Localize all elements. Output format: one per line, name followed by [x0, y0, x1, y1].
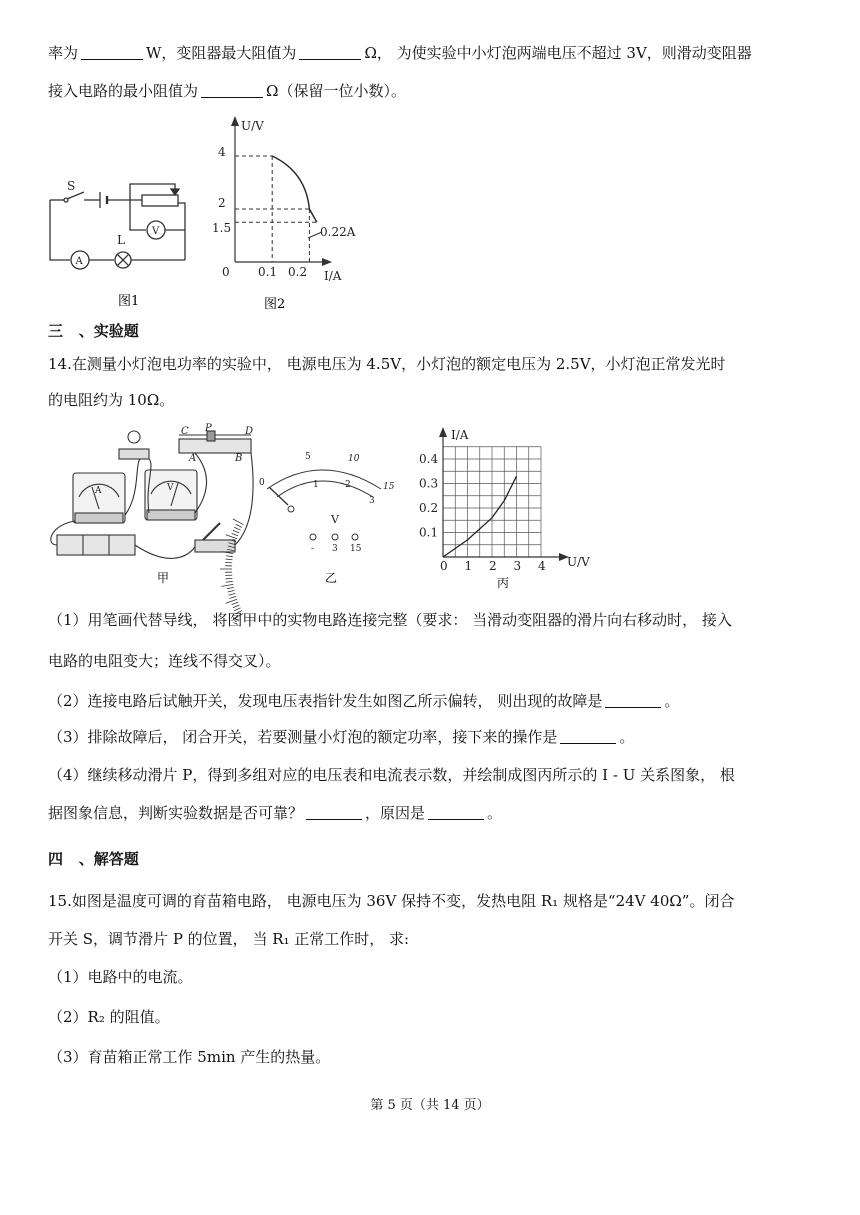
q14-intro-1: 14.在测量小灯泡电功率的实验中， 电源电压为 4.5V，小灯泡的额定电压为 2.5V，小灯泡正常发光时	[48, 355, 726, 373]
q15-sub-2: （2）R₂ 的阻值。	[48, 1008, 170, 1026]
q14-part-1b: 电路的电阻变大；连线不得交叉）。	[48, 652, 281, 670]
figure-bing-chart	[415, 425, 595, 590]
label-switch: S	[67, 179, 76, 193]
figure-yi-caption: 乙	[325, 571, 338, 585]
x-axis-label: U/V	[567, 555, 590, 569]
figure-bing-caption: 丙	[497, 576, 510, 590]
answer-blank[interactable]	[428, 805, 484, 820]
dial-tick	[226, 599, 237, 603]
dial-label: 5	[305, 452, 311, 462]
dial-unit-label: V	[331, 513, 339, 526]
dial-tick	[233, 605, 239, 608]
dial-tick	[229, 596, 236, 598]
series-line	[272, 156, 317, 222]
figure-jia-apparatus	[45, 425, 265, 585]
y-tick-label: 1.5	[212, 221, 232, 235]
x-tick-label: 0.1	[258, 265, 278, 279]
x-tick-label: 2	[489, 559, 497, 573]
figure-1-circuit	[40, 170, 230, 310]
q14-intro-2: 的电阻约为 10Ω。	[48, 391, 175, 409]
q14-part-4b: 据图象信息，判断实验数据是否可靠？ ，原因是 。	[48, 804, 503, 822]
y-tick-label: 4	[218, 145, 226, 159]
section-4-heading: 四 、解答题	[48, 850, 139, 868]
y-tick-label: 0.1	[419, 525, 439, 540]
dial-tick	[227, 587, 234, 588]
dial-label: 1	[313, 480, 319, 490]
section-3-heading: 三 、实验题	[48, 322, 139, 340]
answer-blank[interactable]	[299, 45, 361, 60]
dial-tick	[228, 590, 235, 592]
terminal-label: -	[311, 544, 315, 554]
dial-tick	[232, 602, 239, 605]
x-tick-label: 3	[513, 559, 522, 573]
q14-part-4a: （4）继续移动滑片 P，得到多组对应的电压表和电流表示数，并绘制成图丙所示的 I - U 关系图象， 根	[48, 766, 735, 784]
page-footer: 第 5 页（共 14 页）	[370, 1098, 490, 1113]
x-tick-label: 0.2	[288, 265, 308, 279]
label-c: C	[181, 426, 189, 437]
terminal-label: 15	[350, 544, 362, 554]
q14-part-3: （3）排除故障后， 闭合开关，若要测量小灯泡的额定功率，接下来的操作是 。	[48, 728, 635, 746]
voltmeter-label: V	[167, 483, 174, 493]
y-tick-label: 0.4	[419, 452, 439, 466]
y-tick-label: 0.3	[419, 476, 439, 491]
figure-2-chart	[210, 112, 370, 312]
figure-yi-voltmeter-dial	[255, 447, 395, 587]
answer-blank[interactable]	[81, 45, 143, 60]
figure-2-caption: 图2	[264, 297, 286, 312]
q14-part-1a: （1）用笔画代替导线， 将图甲中的实物电路连接完整（要求： 当滑动变阻器的滑片向右移动时， 接入	[48, 611, 732, 629]
x-tick-label: 4	[538, 559, 546, 573]
q14-part-2: （2）连接电路后试触开关，发现电压表指针发生如图乙所示偏转， 则出现的故障是 。	[48, 692, 680, 710]
label-d: D	[245, 426, 254, 437]
voltmeter-symbol: V	[152, 226, 160, 237]
x-tick-label: 0	[440, 559, 448, 573]
annotation-label: 0.22A	[320, 225, 356, 239]
dial-label: 0	[259, 478, 265, 488]
q15-line-2: 开关 S，调节滑片 P 的位置， 当 R₁ 正常工作时， 求:	[48, 930, 410, 948]
x-axis-label: I/A	[324, 269, 342, 283]
answer-blank[interactable]	[560, 729, 616, 744]
q15-line-1: 15.如图是温度可调的育苗箱电路， 电源电压为 36V 保持不变，发热电阻 R₁ 规格是“24V 40Ω”。闭合	[48, 892, 735, 910]
x-tick-label: 1	[464, 559, 473, 573]
y-axis-label: U/V	[241, 119, 264, 133]
ammeter-symbol: A	[75, 256, 83, 267]
terminal-label: 3	[332, 544, 338, 554]
dial-tick	[229, 593, 236, 595]
dial-label: 10	[348, 454, 360, 464]
label-p: P	[205, 423, 212, 434]
ammeter-label: A	[95, 486, 102, 496]
label-lamp: L	[117, 233, 125, 247]
y-axis-label: I/A	[451, 428, 469, 442]
q15-sub-3: （3）育苗箱正常工作 5min 产生的热量。	[48, 1048, 331, 1066]
dial-label: 15	[383, 482, 395, 492]
dial-label: 2	[345, 480, 351, 490]
answer-blank[interactable]	[306, 805, 362, 820]
label-a: A	[189, 453, 197, 464]
y-tick-label: 0.2	[419, 501, 439, 515]
q15-sub-1: （1）电路中的电流。	[48, 968, 193, 986]
dial-label: 3	[369, 496, 375, 506]
figure-jia-caption: 甲	[157, 571, 170, 585]
y-tick-label: 2	[218, 196, 226, 210]
figure-1-caption: 图1	[118, 294, 140, 309]
x-tick-label: 0	[222, 265, 230, 279]
text-line-2: 接入电路的最小阻值为 Ω（保留一位小数）。	[48, 82, 406, 100]
answer-blank[interactable]	[605, 693, 661, 708]
text-line-1: 率为 W，变阻器最大阻值为 Ω， 为使实验中小灯泡两端电压不超过 3V，则滑动变阻器	[48, 44, 752, 62]
answer-blank[interactable]	[201, 83, 263, 98]
label-b: B	[235, 453, 243, 464]
